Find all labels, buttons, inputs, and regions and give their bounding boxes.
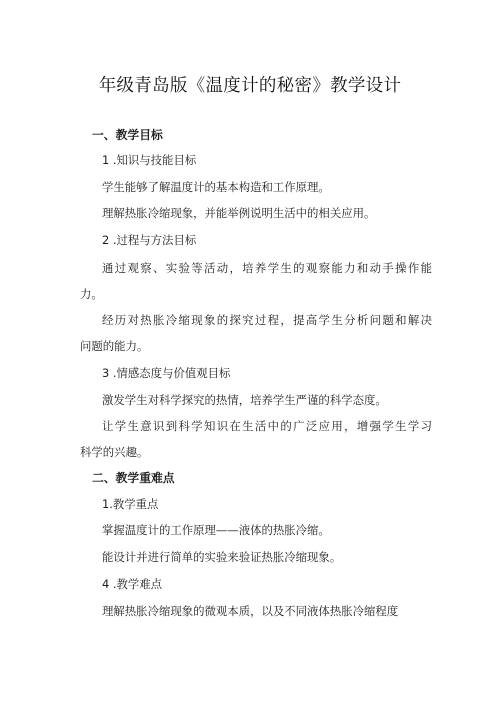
section-heading-key-points: 二、教学重难点 (92, 471, 175, 485)
document-title: 年级青岛版《温度计的秘密》教学设计 (98, 76, 402, 96)
paragraph: 理解热胀冷缩现象的微观本质，以及不同液体热胀冷缩程度 (102, 604, 399, 618)
paragraph: 力。 (80, 287, 103, 301)
subsection-teaching-focus: 1.教学重点 (102, 497, 159, 511)
subsection-knowledge-skills: 1 .知识与技能目标 (102, 153, 197, 167)
paragraph: 经历对热胀冷缩现象的探究过程，提高学生分析问题和解决 (102, 313, 432, 327)
subsection-teaching-difficulties: 4 .教学难点 (102, 577, 163, 591)
paragraph: 能设计并进行简单的实验来验证热胀冷缩现象。 (102, 550, 342, 564)
paragraph: 激发学生对科学探究的热情，培养学生严谨的科学态度。 (102, 393, 387, 407)
paragraph: 科学的兴趣。 (80, 445, 149, 459)
paragraph: 理解热胀冷缩现象，并能举例说明生活中的相关应用。 (102, 206, 376, 220)
paragraph: 通过观察、实验等活动，培养学生的观察能力和动手操作能 (102, 261, 432, 275)
paragraph: 让学生意识到科学知识在生活中的广泛应用，增强学生学习 (102, 419, 432, 433)
paragraph: 问题的能力。 (80, 339, 149, 353)
paragraph: 学生能够了解温度计的基本构造和工作原理。 (102, 180, 330, 194)
subsection-process-methods: 2 .过程与方法目标 (102, 233, 197, 247)
paragraph: 掌握温度计的工作原理——液体的热胀冷缩。 (102, 523, 330, 537)
subsection-attitudes-values: 3 .情感态度与价值观目标 (102, 366, 231, 380)
section-heading-objectives: 一、教学目标 (92, 128, 163, 142)
